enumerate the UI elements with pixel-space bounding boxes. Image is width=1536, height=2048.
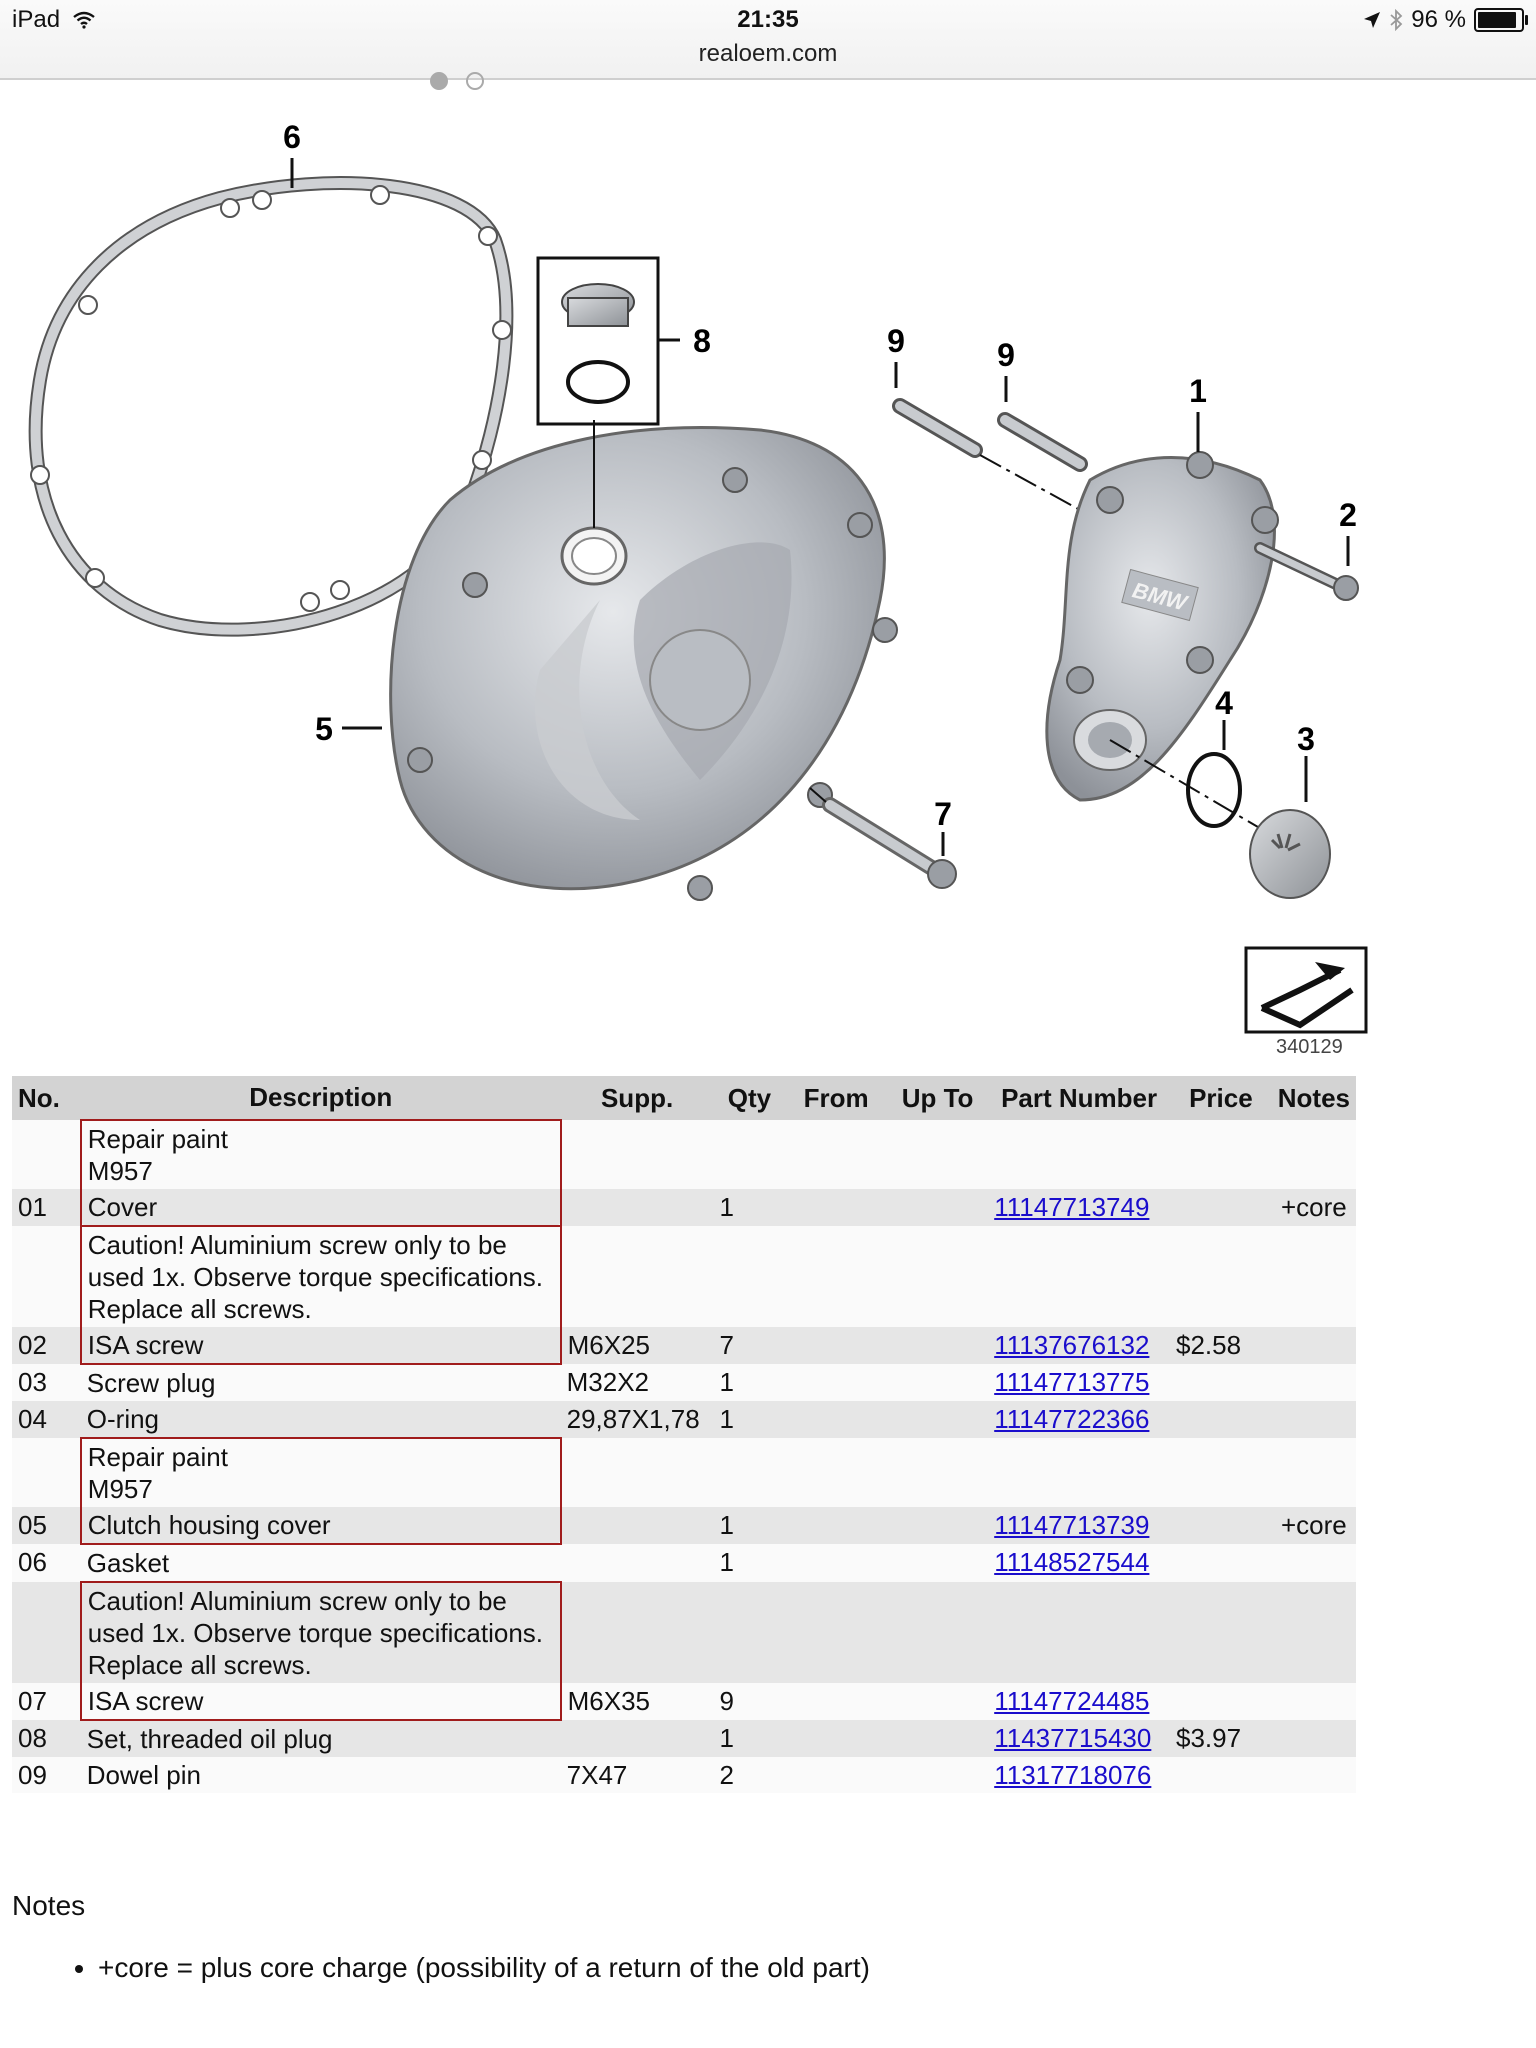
cell-qty: 1 [714,1364,786,1401]
battery-fill [1478,12,1516,28]
status-time: 21:35 [737,6,799,33]
table-row [12,1507,1356,1544]
cell-description: ISA screw [81,1683,561,1720]
cell-upto [887,1401,988,1438]
col-notes-header: Notes [1272,1076,1356,1120]
cell-description: Clutch housing cover [81,1507,561,1544]
cell-notes [1272,1544,1356,1582]
cell-qty: 9 [714,1683,786,1720]
table-row [12,1757,1356,1793]
cell-description: Dowel pin [81,1757,561,1793]
cell-from [785,1582,887,1683]
cell-price [1170,1226,1272,1327]
col-no-header: No. [12,1076,81,1120]
cell-from [785,1226,887,1327]
cell-notes: +core [1272,1507,1356,1544]
cell-from [785,1327,887,1364]
callout-5: 5 [315,711,333,747]
cell-description: Caution! Aluminium screw only to be used 1x. Observe torque specifications. Replace all screws. [81,1582,561,1683]
cell-supp [561,1544,714,1582]
callout-7: 7 [934,796,952,832]
table-row [12,1544,1356,1582]
dowel-pins [900,406,1080,510]
cell-supp [561,1226,714,1327]
cell-price [1170,1364,1272,1401]
cell-supp [561,1582,714,1683]
cell-qty: 1 [714,1544,786,1582]
cell-price [1170,1120,1272,1189]
cell-notes [1272,1364,1356,1401]
cell-supp [561,1720,714,1757]
cell-upto [887,1720,988,1757]
cell-notes [1272,1401,1356,1438]
cell-upto [887,1120,988,1189]
part-number-link[interactable]: 11147713775 [994,1367,1150,1397]
cell-description: Repair paint M957 [81,1438,561,1507]
cell-notes [1272,1226,1356,1327]
col-from-header: From [785,1076,887,1120]
screw-2-part [1260,548,1358,600]
cell-upto [887,1507,988,1544]
cell-description: Repair paint M957 [81,1120,561,1189]
callout-2: 2 [1339,497,1357,533]
cell-supp [561,1120,714,1189]
bluetooth-icon [1389,9,1403,31]
next-diagram-icon[interactable] [1246,948,1366,1032]
table-row [12,1327,1356,1364]
callout-8: 8 [693,323,711,359]
cell-qty: 1 [714,1507,786,1544]
cell-part-number[interactable] [988,1327,1170,1364]
cell-no: 09 [12,1757,81,1793]
callout-6: 6 [283,119,301,155]
cell-price [1170,1544,1272,1582]
cell-no [12,1226,81,1327]
col-supp-header: Supp. [561,1076,714,1120]
cell-price: $3.97 [1170,1720,1272,1757]
cell-qty [714,1438,786,1507]
table-row [12,1401,1356,1438]
cell-qty: 1 [714,1401,786,1438]
table-row [12,1683,1356,1720]
cell-no [12,1438,81,1507]
oil-plug-set [538,258,658,424]
callout-1: 1 [1189,373,1207,409]
cell-supp [561,1189,714,1226]
cell-part-number [988,1438,1170,1507]
table-row [12,1364,1356,1401]
cell-from [785,1364,887,1401]
bmw-logo-text: BMW [1129,577,1190,616]
cell-no: 06 [12,1544,81,1582]
cell-notes [1272,1683,1356,1720]
cell-no: 03 [12,1364,81,1401]
cell-notes [1272,1757,1356,1793]
part-number-link[interactable]: 11137676132 [994,1330,1150,1360]
cell-part-number[interactable] [988,1364,1170,1401]
cell-description: Screw plug [81,1364,561,1401]
diagram-id: 340129 [1276,1036,1343,1058]
cell-price: $2.58 [1170,1327,1272,1364]
cell-part-number [988,1120,1170,1189]
cell-supp: 7X47 [561,1757,714,1793]
battery-percent: 96 % [1411,6,1466,33]
cell-from [785,1401,887,1438]
screw-plug-part [1250,810,1330,898]
cell-supp: M6X25 [561,1327,714,1364]
cell-notes [1272,1720,1356,1757]
cell-description: Caution! Aluminium screw only to be used 1x. Observe torque specifications. Replace all screws. [81,1226,561,1327]
cell-description: O-ring [81,1401,561,1438]
table-note-row [12,1582,1356,1683]
device-label: iPad [12,6,61,33]
part-number-link[interactable]: 11147722366 [994,1404,1150,1434]
cell-price [1170,1438,1272,1507]
cell-qty: 2 [714,1757,786,1793]
part-number-link[interactable]: 11147724485 [994,1686,1150,1716]
col-description-header: Description [81,1076,561,1120]
cell-notes [1272,1120,1356,1189]
cell-upto [887,1364,988,1401]
cell-from [785,1544,887,1582]
status-right [1363,6,1524,34]
cell-supp: M32X2 [561,1364,714,1401]
clutch-cover-part [391,428,897,900]
cell-price [1170,1683,1272,1720]
cell-notes [1272,1327,1356,1364]
cell-part-number[interactable] [988,1683,1170,1720]
cell-notes [1272,1582,1356,1683]
table-row [12,1720,1356,1757]
cell-no: 02 [12,1327,81,1364]
cell-supp [561,1507,714,1544]
cell-part-number[interactable] [988,1757,1170,1793]
callout-3: 3 [1297,721,1315,757]
part-number-link[interactable]: 11317718076 [994,1760,1152,1790]
cell-part-number[interactable] [988,1189,1170,1226]
cell-price [1170,1189,1272,1226]
cell-no: 04 [12,1401,81,1438]
cell-no: 05 [12,1507,81,1544]
cell-notes: +core [1272,1189,1356,1226]
cell-from [785,1757,887,1793]
cell-supp: 29,87X1,78 [561,1401,714,1438]
part-number-link[interactable]: 11147713739 [994,1510,1150,1540]
cell-part-number[interactable] [988,1401,1170,1438]
col-qty-header: Qty [714,1076,786,1120]
cell-no: 01 [12,1189,81,1226]
cell-upto [887,1582,988,1683]
cell-description: Cover [81,1189,561,1226]
cell-part-number[interactable] [988,1507,1170,1544]
cell-supp [561,1438,714,1507]
table-note-row [12,1226,1356,1327]
callout-4: 4 [1215,685,1233,721]
cell-part-number[interactable] [988,1720,1170,1757]
status-bar [0,0,1536,80]
cell-qty: 1 [714,1720,786,1757]
parts-table-header [12,1076,1356,1120]
cell-qty: 1 [714,1189,786,1226]
cell-qty [714,1226,786,1327]
cell-upto [887,1438,988,1507]
cell-qty [714,1120,786,1189]
parts-table [12,1076,1356,1793]
callout-9a: 9 [887,323,905,359]
cell-upto [887,1189,988,1226]
cover-part [1047,452,1278,800]
col-part-number-header: Part Number [988,1076,1170,1120]
header-row [12,1076,1356,1120]
table-note-row [12,1438,1356,1507]
part-number-link[interactable]: 11148527544 [994,1547,1150,1577]
cell-upto [887,1327,988,1364]
cell-from [785,1120,887,1189]
cell-upto [887,1226,988,1327]
table-note-row [12,1120,1356,1189]
cell-notes [1272,1438,1356,1507]
location-arrow-icon [1363,11,1381,29]
cell-price [1170,1582,1272,1683]
cell-from [785,1189,887,1226]
callout-9b: 9 [997,337,1015,373]
cell-part-number [988,1226,1170,1327]
notes-title: Notes [12,1890,86,1921]
cell-upto [887,1683,988,1720]
cell-price [1170,1401,1272,1438]
part-number-link[interactable]: 11147713749 [994,1192,1150,1222]
cell-upto [887,1544,988,1582]
cell-qty [714,1582,786,1683]
col-upto-header: Up To [887,1076,988,1120]
cell-price [1170,1507,1272,1544]
cell-part-number[interactable] [988,1544,1170,1582]
note-item: • +core = plus core charge (possibility of a return of the old part) [98,1952,870,1984]
cell-description: Set, threaded oil plug [81,1720,561,1757]
cell-from [785,1507,887,1544]
cell-from [785,1720,887,1757]
cell-no: 08 [12,1720,81,1757]
part-number-link[interactable]: 11437715430 [994,1723,1152,1753]
cell-part-number [988,1582,1170,1683]
col-price-header: Price [1170,1076,1272,1120]
cell-supp: M6X35 [561,1683,714,1720]
address-bar-url[interactable]: realoem.com [698,40,838,67]
notes-list [60,1952,870,1984]
parts-table-body [12,1120,1356,1793]
battery-icon [1474,8,1524,32]
cell-qty: 7 [714,1327,786,1364]
cell-from [785,1683,887,1720]
cell-description: ISA screw [81,1327,561,1364]
cell-from [785,1438,887,1507]
cell-price [1170,1757,1272,1793]
cell-upto [887,1757,988,1793]
cell-no: 07 [12,1683,81,1720]
cell-no [12,1120,81,1189]
cell-no [12,1582,81,1683]
table-row [12,1189,1356,1226]
cell-description: Gasket [81,1544,561,1582]
parts-diagram [0,80,1536,1060]
